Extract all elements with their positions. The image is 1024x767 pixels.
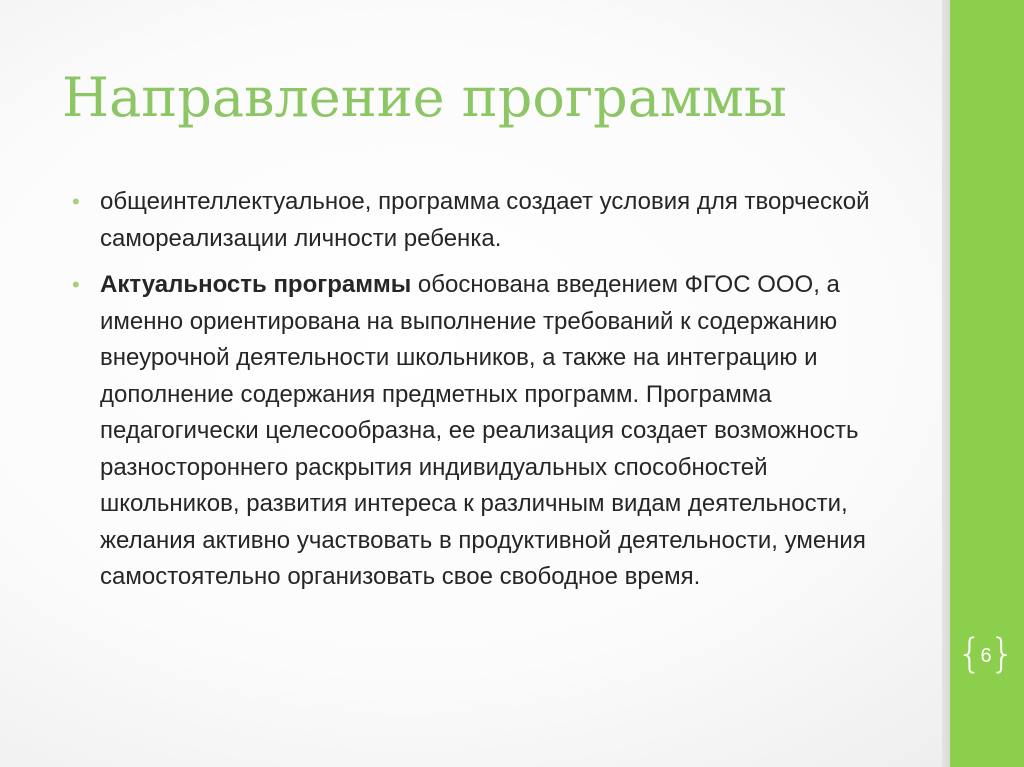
bullet-item — [72, 184, 892, 257]
bullet-text: обоснована введением ФГОС ООО, а именно ориентирована на выполнение требований к содержанию внеурочной деятельности школьников, а также на интеграцию и дополнение содержания предметных программ. Программа педагогически целесообразна, ее реализация создает возможность разностороннего раскрытия индивидуальных способностей школьников, развития интереса к различным видам деятельности, желания активно участвовать в продуктивной деятельности, умения самостоятельно организовать свое свободное время. — [100, 271, 866, 590]
bullet-bold-lead: Актуальность программы — [100, 271, 412, 298]
bullet-dot-icon: • — [72, 189, 80, 214]
slide-title: Направление программы — [62, 66, 787, 129]
right-brace-icon: } — [989, 631, 1015, 677]
bullet-list — [72, 184, 892, 606]
bullet-item — [72, 267, 892, 596]
page-number-badge — [955, 628, 1017, 684]
page-number: 6 — [980, 645, 992, 667]
bullet-text: общеинтеллектуальное, программа создает условия для творческой самореализации личности ребенка. — [100, 188, 870, 252]
side-divider-strip — [942, 0, 950, 767]
left-brace-icon: { — [957, 631, 983, 677]
bullet-dot-icon: • — [72, 272, 80, 297]
